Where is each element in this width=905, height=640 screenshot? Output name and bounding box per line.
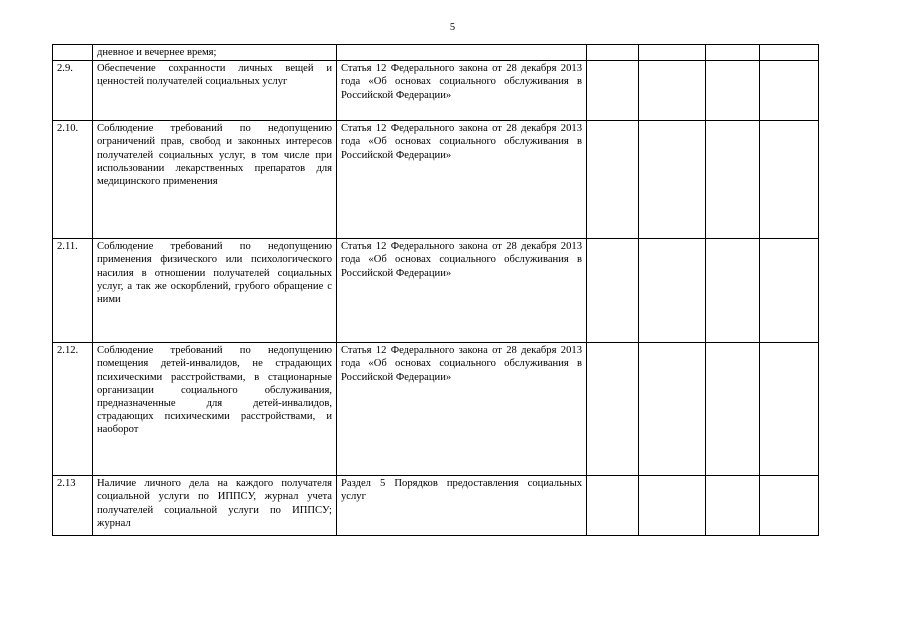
requirement-cell: Соблюдение требований по недопущению применения физического или психологического насилия в отношении получателей социальных услуг, а так же оскорблений, грубого обращение с ними — [93, 239, 337, 343]
table-row — [53, 61, 819, 121]
empty-cell — [639, 61, 706, 121]
table-row — [53, 476, 819, 536]
legal-reference-cell — [337, 45, 587, 61]
requirement-cell: Соблюдение требований по недопущению ограничений прав, свобод и законных интересов получателей социальных услуг, в том числе при использовании лекарственных препаратов для медицинского применения — [93, 121, 337, 239]
row-number: 2.10. — [53, 121, 93, 239]
empty-cell — [760, 476, 819, 536]
table-row — [53, 45, 819, 61]
row-number: 2.12. — [53, 343, 93, 476]
empty-cell — [706, 61, 760, 121]
requirement-cell: Обеспечение сохранности личных вещей и ценностей получателей социальных услуг — [93, 61, 337, 121]
empty-cell — [587, 239, 639, 343]
requirement-cell: дневное и вечернее время; — [93, 45, 337, 61]
empty-cell — [706, 121, 760, 239]
legal-reference-cell: Раздел 5 Порядков предоставления социальных услуг — [337, 476, 587, 536]
table-row — [53, 239, 819, 343]
legal-reference-cell: Статья 12 Федерального закона от 28 декабря 2013 года «Об основах социального обслуживания в Российской Федерации» — [337, 343, 587, 476]
empty-cell — [760, 239, 819, 343]
empty-cell — [587, 476, 639, 536]
table-row — [53, 121, 819, 239]
empty-cell — [587, 343, 639, 476]
empty-cell — [706, 476, 760, 536]
row-number: 2.13 — [53, 476, 93, 536]
empty-cell — [639, 121, 706, 239]
page-number: 5 — [449, 22, 456, 33]
empty-cell — [706, 343, 760, 476]
empty-cell — [587, 61, 639, 121]
empty-cell — [639, 239, 706, 343]
checklist-table — [52, 44, 819, 536]
requirement-cell: Соблюдение требований по недопущению помещения детей-инвалидов, не страдающих психическими расстройствами, в стационарные организации социального обслуживания, предназначенные для детей-инвалидов, страдающих психическими расстройствами, и наоборот — [93, 343, 337, 476]
empty-cell — [706, 45, 760, 61]
empty-cell — [587, 45, 639, 61]
row-number: 2.9. — [53, 61, 93, 121]
row-number: 2.11. — [53, 239, 93, 343]
row-number — [53, 45, 93, 61]
empty-cell — [587, 121, 639, 239]
empty-cell — [760, 343, 819, 476]
legal-reference-cell: Статья 12 Федерального закона от 28 декабря 2013 года «Об основах социального обслуживания в Российской Федерации» — [337, 61, 587, 121]
empty-cell — [760, 45, 819, 61]
empty-cell — [760, 121, 819, 239]
empty-cell — [706, 239, 760, 343]
table-row — [53, 343, 819, 476]
empty-cell — [639, 343, 706, 476]
legal-reference-cell: Статья 12 Федерального закона от 28 декабря 2013 года «Об основах социального обслуживания в Российской Федерации» — [337, 239, 587, 343]
empty-cell — [639, 476, 706, 536]
legal-reference-cell: Статья 12 Федерального закона от 28 декабря 2013 года «Об основах социального обслуживания в Российской Федерации» — [337, 121, 587, 239]
empty-cell — [760, 61, 819, 121]
requirement-cell: Наличие личного дела на каждого получателя социальной услуги по ИППСУ, журнал учета получателей социальной услуги по ИППСУ; журнал — [93, 476, 337, 536]
empty-cell — [639, 45, 706, 61]
